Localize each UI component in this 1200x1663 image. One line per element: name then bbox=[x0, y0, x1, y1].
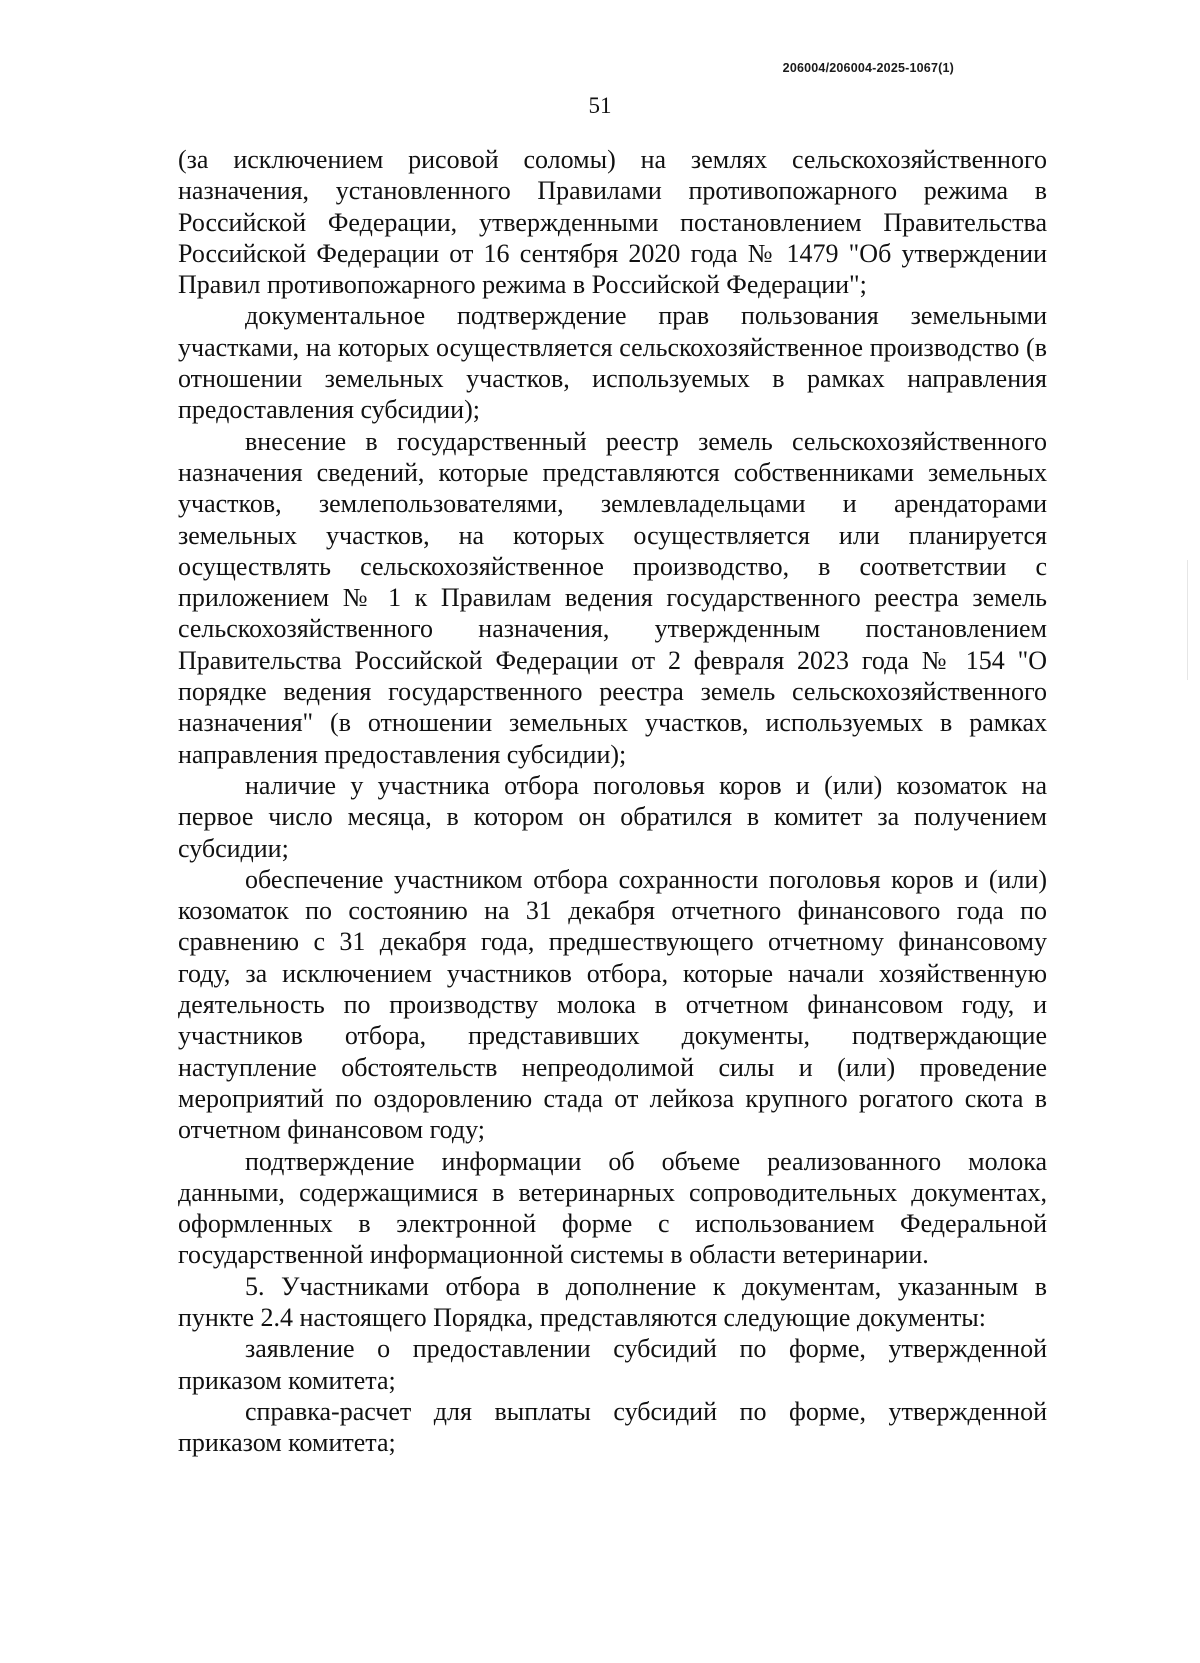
paragraph-section-5: 5. Участниками отбора в дополнение к документам, указанным в пункте 2.4 настоящего Порядка, представляются следующие документы: bbox=[178, 1271, 1047, 1332]
paragraph-land-rights: документальное подтверждение прав пользования земельными участками, на которых осуществляется сельскохозяйственное производство (в отношении земельных участков, используемых в рамках направления предоставления субсидии); bbox=[178, 301, 1047, 425]
paragraph-calculation-form: справка-расчет для выплаты субсидий по форме, утвержденной приказом комитета; bbox=[178, 1396, 1047, 1458]
document-registration-number: 206004/206004-2025-1067(1) bbox=[782, 61, 954, 75]
paragraph-continuation: (за исключением рисовой соломы) на землях сельскохозяйственного назначения, установленного Правилами противопожарного режима в Российской Федерации, утвержденными постановлением Правительства Российской Федерации от 16 сентября 2020 года № 1479 "Об утверждении Правил противопожарного режима в Российской Федерации"; bbox=[178, 145, 1047, 300]
page-number: 51 bbox=[588, 93, 612, 118]
paragraph-milk-confirmation: подтверждение информации об объеме реализованного молока данными, содержащимися в ветеринарных сопроводительных документах, оформленных в электронной форме с использованием Федеральной государственной информационной системы в области ветеринарии. bbox=[178, 1146, 1047, 1270]
paragraph-state-register: внесение в государственный реестр земель сельскохозяйственного назначения сведений, которые представляются собственниками земельных участков, землепользователями, землевладельцами и арендаторами земельных участков, на которых осуществляется или планируется осуществлять сельскохозяйственное производство, в соответствии с приложением № 1 к Правилам ведения государственного реестра земель сельскохозяйственного назначения, утвержденным постановлением Правительства Российской Федерации от 2 февраля 2023 года № 154 "О порядке ведения государственного реестра земель сельскохозяйственного назначения" (в отношении земельных участков, используемых в рамках направления предоставления субсидии); bbox=[178, 426, 1047, 769]
paragraph-livestock-preservation: обеспечение участником отбора сохранности поголовья коров и (или) козоматок по состоянию на 31 декабря отчетного финансового года по сравнению с 31 декабря года, предшествующего отчетному финансовому году, за исключением участников отбора, которые начали хозяйственную деятельность по производству молока в отчетном финансовом году, и участников отбора, представивших документы, подтверждающие наступление обстоятельств непреодолимой силы и (или) проведение мероприятий по оздоровлению стада от лейкоза крупного рогатого скота в отчетном финансовом году; bbox=[178, 864, 1047, 1145]
document-body bbox=[178, 144, 1047, 1458]
scan-artifact-line bbox=[1187, 560, 1188, 680]
paragraph-application-form: заявление о предоставлении субсидий по форме, утвержденной приказом комитета; bbox=[178, 1334, 1047, 1395]
paragraph-livestock-presence: наличие у участника отбора поголовья коров и (или) козоматок на первое число месяца, в котором он обратился в комитет за получением субсидии; bbox=[178, 770, 1047, 863]
